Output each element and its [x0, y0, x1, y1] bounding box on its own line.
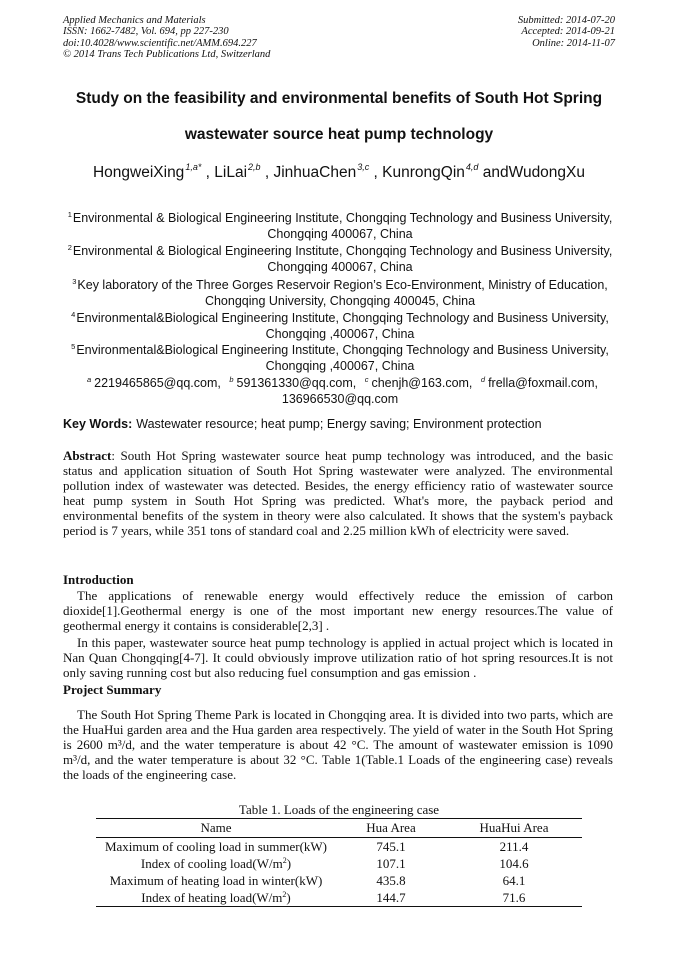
unit-exponent: 2	[282, 855, 287, 865]
row-name-cell	[96, 889, 336, 907]
author-separator: ,	[205, 164, 210, 181]
loads-table	[96, 818, 582, 907]
huahui-value: 211.4	[499, 838, 529, 854]
abstract-label: Abstract	[63, 448, 112, 463]
paper-title-line-1: Study on the feasibility and environmental benefits of South Hot Spring	[75, 90, 603, 107]
email-sup: d	[480, 375, 486, 384]
author-emails	[60, 372, 620, 407]
affiliation-1	[60, 207, 620, 242]
row-name: Index of cooling load(W/m	[140, 855, 283, 871]
affiliation-sup: 3	[72, 277, 77, 286]
journal-issn: ISSN: 1662-7482, Vol. 694, pp 227-230	[63, 26, 229, 38]
huahui-value: 71.6	[446, 889, 582, 907]
hua-value: 144.7	[336, 889, 446, 907]
row-name: Maximum of cooling load in summer(kW)	[104, 838, 328, 854]
author-sup: 3,c	[357, 162, 370, 172]
hua-value: 435.8	[376, 872, 406, 888]
journal-doi[interactable]: doi:10.4028/www.scientific.net/AMM.694.227	[63, 37, 257, 49]
huahui-value: 104.6	[499, 855, 529, 871]
journal-info	[63, 15, 270, 61]
column-header: HuaHui Area	[446, 819, 582, 838]
author-name: LiLai	[214, 164, 248, 181]
unit-exponent: 2	[282, 889, 287, 899]
submitted-date: Submitted: 2014-07-20	[517, 15, 615, 26]
keywords	[63, 417, 542, 431]
project-summary-heading: Project Summary	[63, 682, 162, 697]
accepted-date: Accepted: 2014-09-21	[521, 26, 615, 38]
introduction-paragraph-2: In this paper, wastewater source heat pump technology is applied in actual project which is located in Nan Quan Chongqing[4-7]. It could obviously improve utilization ratio of hot spring resources.It is not only saving running cost but also reducing fuel consumption and gas emission .	[63, 635, 613, 680]
introduction-paragraph-1: The applications of renewable energy would effectively reduce the emission of carbon dioxide[1].Geothermal energy is one of the most important new energy resources.The value of geothermal energy it contains is considerable[2,3] .	[63, 588, 613, 633]
author-name: KunrongQin	[382, 164, 465, 181]
project-summary-paragraph: The South Hot Spring Theme Park is located in Chongqing area. It is divided into two parts, which are the HuaHui garden area and the Hua garden area respectively. The yield of water in the South Hot Spring is 2600 m³/d, and the water temperature is about 42 °C. The amount of wastewater emission is 1090 m³/d, and the water temperature is about 32 °C. Table 1(Table.1 Loads of the engineering case) reveals the loads of the engineering case.	[63, 707, 613, 782]
unit-close: )	[286, 889, 291, 905]
affiliation-3	[60, 274, 620, 309]
author-and: and	[482, 164, 509, 181]
column-header: Hua Area	[336, 819, 446, 838]
affiliation-2	[60, 240, 620, 275]
affiliation-sup: 2	[67, 243, 72, 252]
row-name: Index of heating load(W/m	[141, 889, 283, 905]
affiliation-line: Environmental & Biological Engineering Institute, Chongqing Technology and Business University,	[72, 211, 613, 225]
paper-title-line-2: wastewater source heat pump technology	[184, 126, 494, 143]
huahui-value: 64.1	[502, 872, 526, 888]
email-sup: c	[364, 375, 369, 384]
affiliation-sup: 1	[67, 210, 72, 219]
author-name: JinhuaChen	[273, 164, 357, 181]
affiliation-line: Chongqing ,400067, China	[265, 359, 415, 373]
author-name: HongweiXing	[92, 164, 185, 181]
keywords-label: Key Words:	[63, 417, 133, 431]
email-link[interactable]: 2219465865@qq.com,	[94, 376, 221, 390]
introduction-heading: Introduction	[63, 572, 134, 587]
journal-copyright: © 2014 Trans Tech Publications Ltd, Switzerland	[63, 49, 271, 61]
email-sup: b	[229, 375, 234, 384]
table-row	[96, 889, 582, 907]
author-list	[0, 162, 678, 182]
row-name-cell	[96, 838, 336, 856]
hua-value: 107.1	[376, 855, 406, 871]
author-sup: 1,a*	[185, 162, 202, 172]
submission-dates	[518, 15, 615, 49]
affiliation-sup: 5	[71, 342, 76, 351]
author-separator: ,	[264, 164, 270, 181]
email-link[interactable]: frella@foxmail.com,	[488, 376, 599, 390]
row-name-cell	[96, 855, 336, 872]
table-row	[96, 872, 582, 889]
affiliation-line: Environmental&Biological Engineering Institute, Chongqing Technology and Business University,	[76, 343, 609, 357]
journal-name: Applied Mechanics and Materials	[63, 15, 206, 26]
table-caption: Table 1. Loads of the engineering case	[238, 802, 440, 817]
row-name: Maximum of heating load in winter(kW)	[109, 872, 323, 888]
column-header: Name	[96, 819, 336, 838]
author-name: WudongXu	[508, 164, 586, 181]
author-separator: ,	[373, 164, 378, 181]
hua-value: 745.1	[376, 838, 406, 854]
affiliation-line: Chongqing 400067, China	[267, 227, 413, 241]
author-sup: 2,b	[248, 162, 261, 172]
table-row	[96, 855, 582, 872]
affiliation-5	[60, 339, 620, 374]
email-link[interactable]: 591361330@qq.com,	[236, 376, 357, 390]
affiliation-line: Key laboratory of the Three Gorges Reservoir Region’s Eco-Environment, Ministry of Education,	[77, 278, 608, 292]
email-sup: a	[86, 375, 92, 384]
affiliation-line: Chongqing University, Chongqing 400045, China	[204, 294, 476, 308]
affiliation-line: Chongqing ,400067, China	[265, 327, 415, 341]
email-link[interactable]: 136966530@qq.com	[281, 392, 399, 406]
online-date: Online: 2014-11-07	[532, 37, 615, 49]
keywords-text: Wastewater resource; heat pump; Energy saving; Environment protection	[136, 417, 542, 431]
table-header-row	[96, 819, 582, 838]
unit-close: )	[286, 855, 292, 871]
abstract-text: : South Hot Spring wastewater source heat pump technology was introduced, and the basic status and application situation of South Hot Spring wastewater were analyzed. The environmental pollution index of wastewater was detected. Besides, the energy efficiency ratio of wastewater source heat pump system in South Hot Spring was predicted. What's more, the payback period and environmental benefits of the system in theory were also calculated. It shows that the system's payback period is 7 years, while 351 tons of standard coal and 2.25 million kWh of electricity were saved.	[63, 448, 613, 538]
affiliation-4	[60, 307, 620, 342]
affiliation-sup: 4	[71, 310, 76, 319]
affiliation-line: Chongqing 400067, China	[267, 260, 413, 274]
affiliation-line: Environmental&Biological Engineering Institute, Chongqing Technology and Business University,	[76, 311, 609, 325]
email-link[interactable]: chenjh@163.com,	[371, 376, 473, 390]
abstract	[63, 448, 613, 538]
row-name-cell	[96, 872, 336, 889]
affiliation-line: Environmental & Biological Engineering Institute, Chongqing Technology and Business University,	[72, 244, 613, 258]
table-row	[96, 838, 582, 856]
author-sup: 4,d	[465, 162, 479, 172]
